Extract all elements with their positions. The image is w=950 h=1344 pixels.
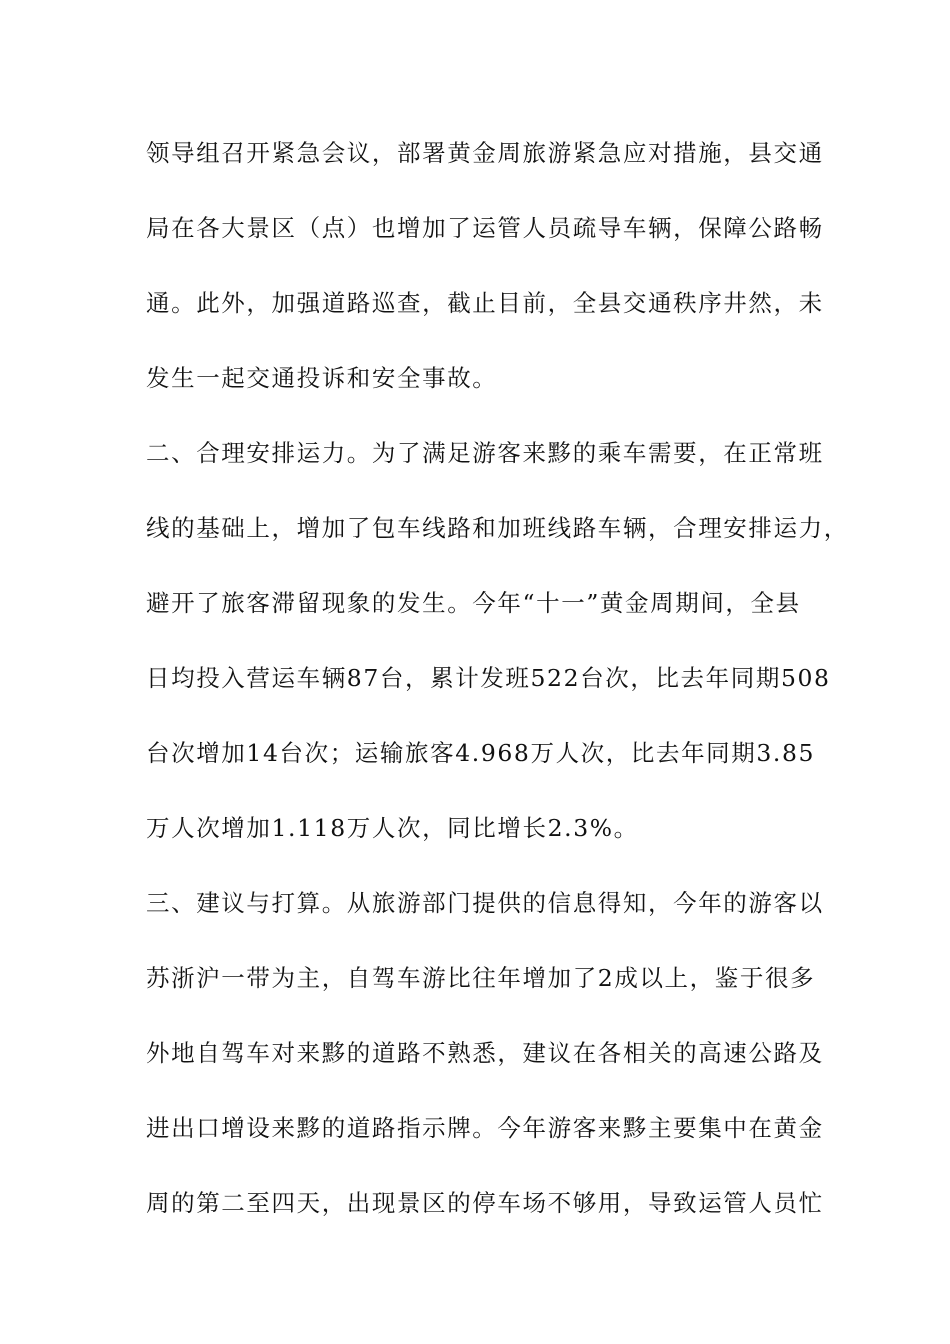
body-text xyxy=(146,128,849,1253)
text-line: 外地自驾车对来黟的道路不熟悉，建议在各相关的高速公路及 xyxy=(146,1039,824,1067)
text-line: 避开了旅客滞留现象的发生。今年“十一”黄金周期间，全县 xyxy=(146,589,801,617)
text-line: 周的第二至四天，出现景区的停车场不够用，导致运管人员忙 xyxy=(146,1189,824,1217)
text-line: 线的基础上，增加了包车线路和加班线路车辆，合理安排运力， xyxy=(146,514,849,542)
text-line: 万人次增加1.118万人次，同比增长2.3%。 xyxy=(146,814,639,842)
section-heading-line: 二、合理安排运力。为了满足游客来黟的乘车需要，在正常班 xyxy=(146,439,824,467)
text-line: 进出口增设来黟的道路指示牌。今年游客来黟主要集中在黄金 xyxy=(146,1114,824,1142)
text-line: 苏浙沪一带为主，自驾车游比往年增加了2成以上，鉴于很多 xyxy=(146,964,816,992)
text-line: 通。此外，加强道路巡查，截止目前，全县交通秩序井然，未 xyxy=(146,289,824,317)
text-line: 发生一起交通投诉和安全事故。 xyxy=(146,364,498,392)
text-line: 台次增加14台次；运输旅客4.968万人次，比去年同期3.85 xyxy=(146,739,816,767)
text-line: 领导组召开紧急会议，部署黄金周旅游紧急应对措施，县交通 xyxy=(146,139,824,167)
text-line: 局在各大景区（点）也增加了运管人员疏导车辆，保障公路畅 xyxy=(146,214,824,242)
section-heading-line: 三、建议与打算。从旅游部门提供的信息得知，今年的游客以 xyxy=(146,889,824,917)
text-line: 日均投入营运车辆87台，累计发班522台次，比去年同期508 xyxy=(146,664,831,692)
